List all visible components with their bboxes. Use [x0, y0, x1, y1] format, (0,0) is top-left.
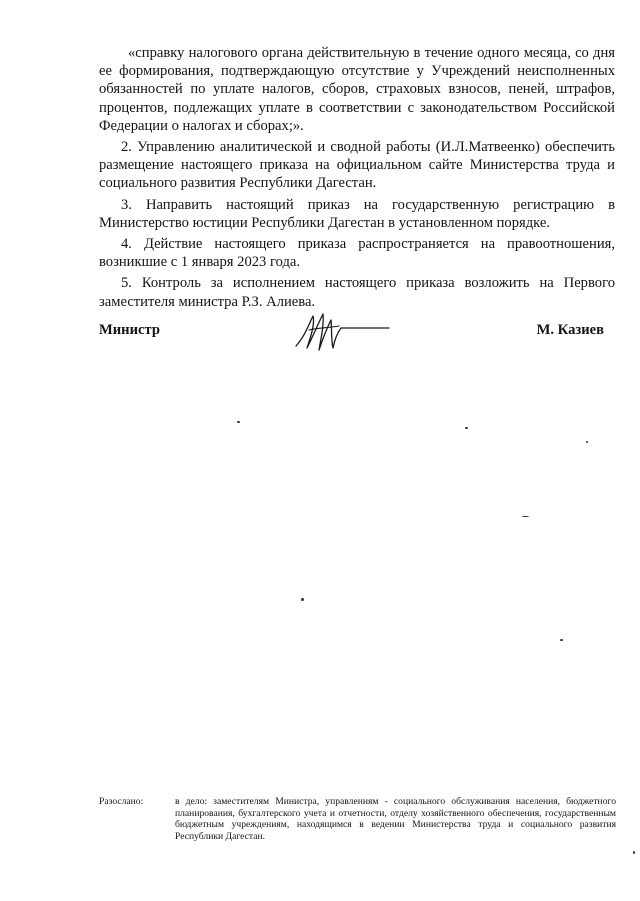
paragraph-inquiry-clause: «справку налогового органа действительную в течение одного месяца, со дня ее формирования, подтверждающую отсутствие у Учреждений неисполненных обязанностей по уплате налогов, сборов, страховых взносов, пеней, штрафов, процентов, подлежащих уплате в соответствии с законодательством Российской Федерации о налогах и сборах;».: [99, 45, 615, 134]
scan-speck: [465, 427, 468, 429]
paragraph-5-control: 5. Контроль за исполнением настоящего приказа возложить на Первого заместителя министра Р.З. Алиева.: [99, 275, 615, 310]
paragraph-3-registration: 3. Направить настоящий приказ на государственную регистрацию в Министерство юстиции Республики Дагестан в установленном порядке.: [99, 196, 615, 231]
signatory-name: М. Казиев: [536, 322, 604, 338]
distribution-recipients: в дело: заместителям Министра, управлениям - социального обслуживания населения, бюджетного планирования, бухгалтерского учета и отчетности, отделу хозяйственного обеспечения, государственным бюджетным учреждениям, находящимся в ведении Министерства труда и социального развития Республики Дагестан.: [175, 796, 616, 842]
scan-speck: [633, 851, 635, 854]
scan-speck: [237, 421, 240, 423]
handwritten-signature: [291, 308, 401, 356]
scan-speck: [560, 639, 563, 641]
distribution-label: Разослано:: [99, 796, 144, 807]
scan-speck: [522, 516, 529, 517]
paragraph-4-effective-date: 4. Действие настоящего приказа распространяется на правоотношения, возникшие с 1 января 2023 года.: [99, 236, 615, 271]
scan-speck: [586, 441, 588, 443]
signature-block: [99, 318, 615, 368]
signatory-title: Министр: [99, 322, 160, 338]
document-body: [99, 44, 615, 314]
paragraph-2-publication: 2. Управлению аналитической и сводной работы (И.Л.Матвеенко) обеспечить размещение настоящего приказа на официальном сайте Министерства труда и социального развития Республики Дагестан.: [99, 139, 615, 192]
scan-speck: [301, 598, 304, 601]
